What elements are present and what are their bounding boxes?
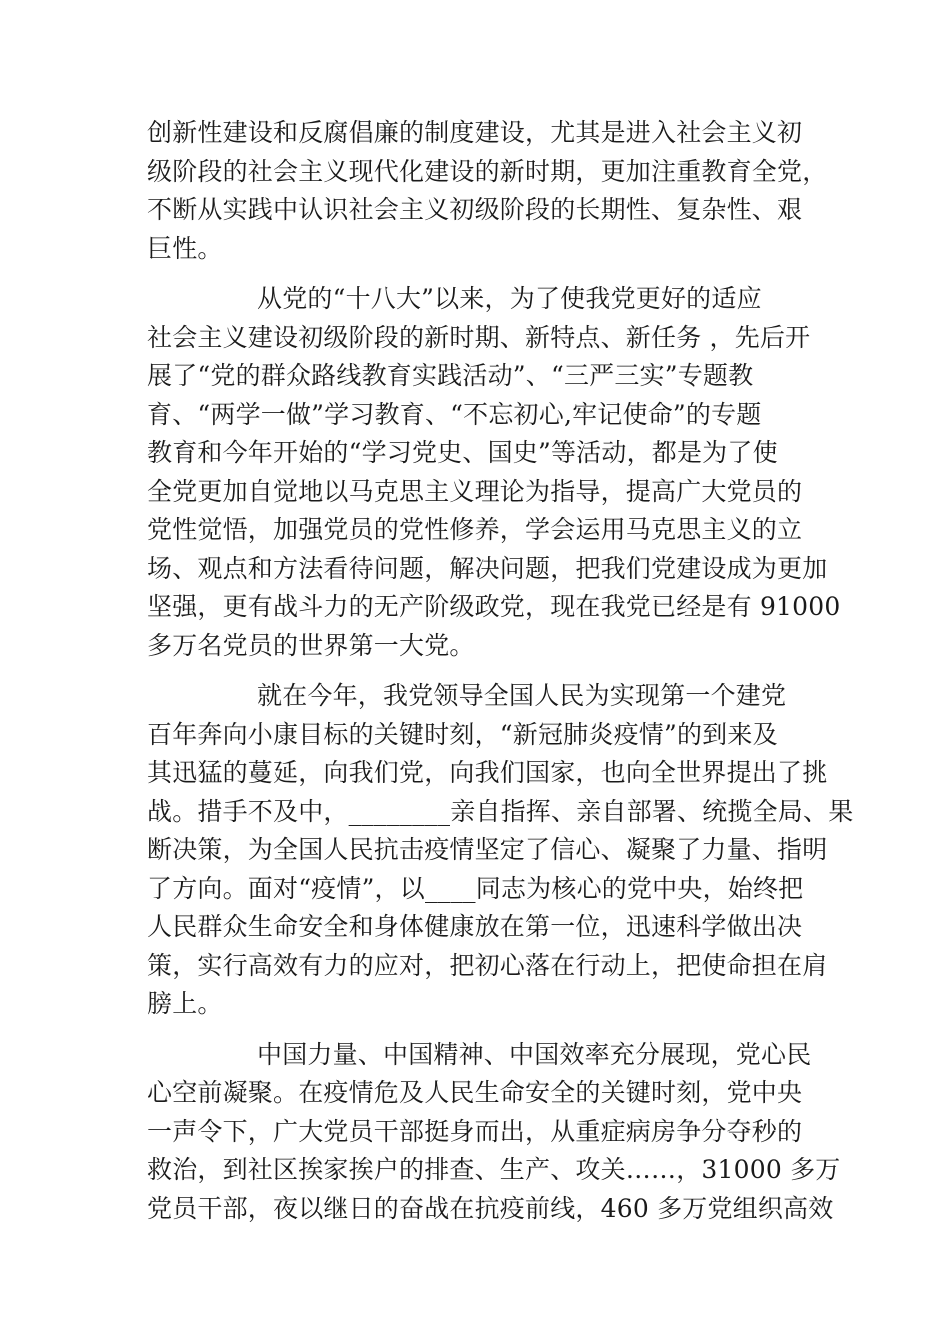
- paragraph-2: [147, 280, 841, 665]
- paragraph-line: 教育和今年开始的“学习党史、国史”等活动，都是为了使: [147, 438, 778, 467]
- paragraph-3: [147, 677, 854, 1024]
- paragraph-line: 其迅猛的蔓延，向我们党，向我们国家，也向全世界提出了挑: [147, 758, 828, 787]
- paragraph-line: 级阶段的社会主义现代化建设的新时期，更加注重教育全党，: [147, 156, 828, 186]
- paragraph-line: 坚强，更有战斗力的无产阶级政党，现在我党已经是有 91000: [147, 592, 841, 621]
- paragraph-line: 一声令下，广大党员干部挺身而出，从重症病房争分夺秒的: [147, 1116, 803, 1146]
- paragraph-line: 断决策，为全国人民抗击疫情坚定了信心、凝聚了力量、指明: [147, 835, 828, 864]
- paragraph-line: 多万名党员的世界第一大党。: [147, 630, 475, 660]
- paragraph-line: 党员干部，夜以继日的奋战在抗疫前线，460 多万党组织高效: [147, 1193, 834, 1223]
- paragraph-4: [147, 1036, 841, 1229]
- paragraph-line: 膀上。: [147, 989, 223, 1018]
- paragraph-line: 战。措手不及中，________亲自指挥、亲自部署、统揽全局、果: [147, 796, 854, 826]
- paragraph-line: 就在今年，我党领导全国人民为实现第一个建党: [257, 681, 787, 710]
- paragraph-line: 全党更加自觉地以马克思主义理论为指导，提高广大党员的: [147, 476, 803, 506]
- paragraph-line: 中国力量、中国精神、中国效率充分展现，党心民: [257, 1039, 812, 1069]
- paragraph-1: [147, 114, 828, 268]
- paragraph-line: 场、观点和方法看待问题，解决问题，把我们党建设成为更加: [147, 553, 828, 583]
- paragraph-line: 巨性。: [147, 233, 223, 263]
- paragraph-line: 救治，到社区挨家挨户的排查、生产、攻关……，31000 多万: [147, 1155, 841, 1184]
- paragraph-line: 创新性建设和反腐倡廉的制度建设，尤其是进入社会主义初: [147, 118, 803, 147]
- paragraph-line: 心空前凝聚。在疫情危及人民生命安全的关键时刻，党中央: [147, 1078, 803, 1107]
- paragraph-line: 了方向。面对“疫情”，以____同志为核心的党中央，始终把: [147, 873, 804, 903]
- paragraph-line: 展了“党的群众路线教育实践活动”、“三严三实”专题教: [147, 361, 754, 390]
- document-body: [147, 114, 854, 1240]
- paragraph-line: 党性觉悟，加强党员的党性修养，学会运用马克思主义的立: [147, 515, 803, 544]
- paragraph-line: 从党的“十八大”以来，为了使我党更好的适应: [257, 284, 762, 313]
- paragraph-line: 策，实行高效有力的应对，把初心落在行动上，把使命担在肩: [147, 950, 828, 980]
- paragraph-line: 社会主义建设初级阶段的新时期、新特点、新任务 ，先后开: [147, 322, 811, 352]
- paragraph-line: 人民群众生命安全和身体健康放在第一位，迅速科学做出决: [147, 912, 803, 941]
- paragraph-line: 不断从实践中认识社会主义初级阶段的长期性、复杂性、艰: [147, 195, 803, 224]
- paragraph-line: 百年奔向小康目标的关键时刻，“新冠肺炎疫情”的到来及: [147, 719, 778, 749]
- paragraph-line: 育、“两学一做”学习教育、“不忘初心,牢记使命”的专题: [147, 399, 762, 429]
